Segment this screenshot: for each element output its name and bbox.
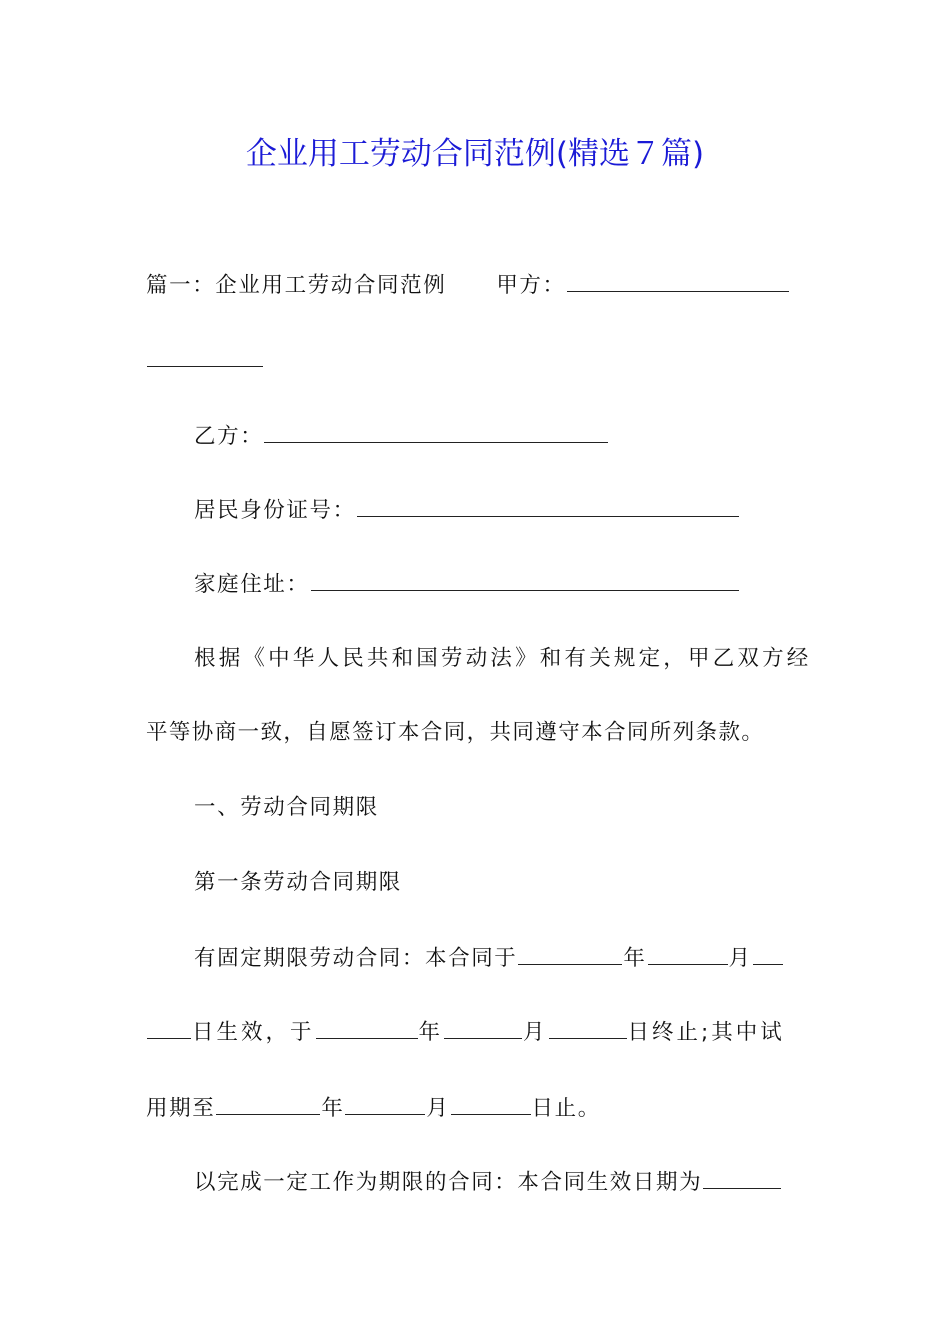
chapter-heading-term: 一、劳动合同期限 (194, 795, 379, 820)
line-party-a-continued (146, 344, 264, 376)
probation-day-blank (451, 1092, 531, 1115)
start-year-blank (518, 942, 622, 965)
effective-label: 日生效，于 (192, 1020, 315, 1045)
party-b-blank (264, 420, 608, 443)
end-day-blank (549, 1016, 627, 1039)
party-b-label: 乙方： (194, 424, 264, 449)
home-address-label: 家庭住址： (194, 572, 310, 597)
line-effective-end (146, 1016, 785, 1048)
task-based-label: 以完成一定工作为期限的合同：本合同生效日期为 (194, 1170, 703, 1195)
probation-month-blank (345, 1092, 425, 1115)
probation-label: 用期至 (146, 1096, 216, 1121)
line-home-address (194, 568, 740, 600)
month-label: 月 (426, 1096, 450, 1121)
start-month-blank (648, 942, 728, 965)
end-label: 日终止;其中试 (627, 1020, 785, 1045)
paragraph-basis-line2: 平等协商一致，自愿签订本合同，共同遵守本合同所列条款。 (146, 720, 765, 745)
id-number-blank (357, 494, 739, 517)
end-month-blank (444, 1016, 522, 1039)
line-fixed-term (194, 942, 784, 974)
section-heading-part-one: 篇一：企业用工劳动合同范例 (146, 273, 447, 298)
probation-end-label: 日止。 (531, 1096, 601, 1121)
paragraph-basis-line1: 根据《中华人民共和国劳动法》和有关规定，甲乙双方经 (194, 646, 812, 671)
end-year-blank (316, 1016, 418, 1039)
line-id-number (194, 494, 740, 526)
home-address-blank (311, 568, 739, 591)
party-a-blank-continued (147, 344, 263, 367)
line-party-b (194, 420, 609, 452)
start-day-blank-continued (147, 1016, 191, 1039)
month-label: 月 (523, 1020, 548, 1045)
year-label: 年 (321, 1096, 345, 1121)
month-label: 月 (728, 946, 752, 971)
line-probation (146, 1092, 601, 1124)
start-day-blank (753, 942, 783, 965)
line-party-a (146, 269, 790, 301)
probation-year-blank (216, 1092, 320, 1115)
line-task-based (194, 1166, 782, 1198)
fixed-term-label: 有固定期限劳动合同：本合同于 (194, 946, 518, 971)
year-label: 年 (418, 1020, 444, 1045)
party-a-blank (567, 269, 789, 292)
article-heading-term: 第一条劳动合同期限 (194, 870, 402, 895)
id-number-label: 居民身份证号： (194, 498, 356, 523)
document-title: 企业用工劳动合同范例(精选７篇) (245, 136, 705, 172)
year-label: 年 (623, 946, 647, 971)
task-date-blank (703, 1166, 781, 1189)
party-a-label: 甲方： (496, 273, 566, 298)
